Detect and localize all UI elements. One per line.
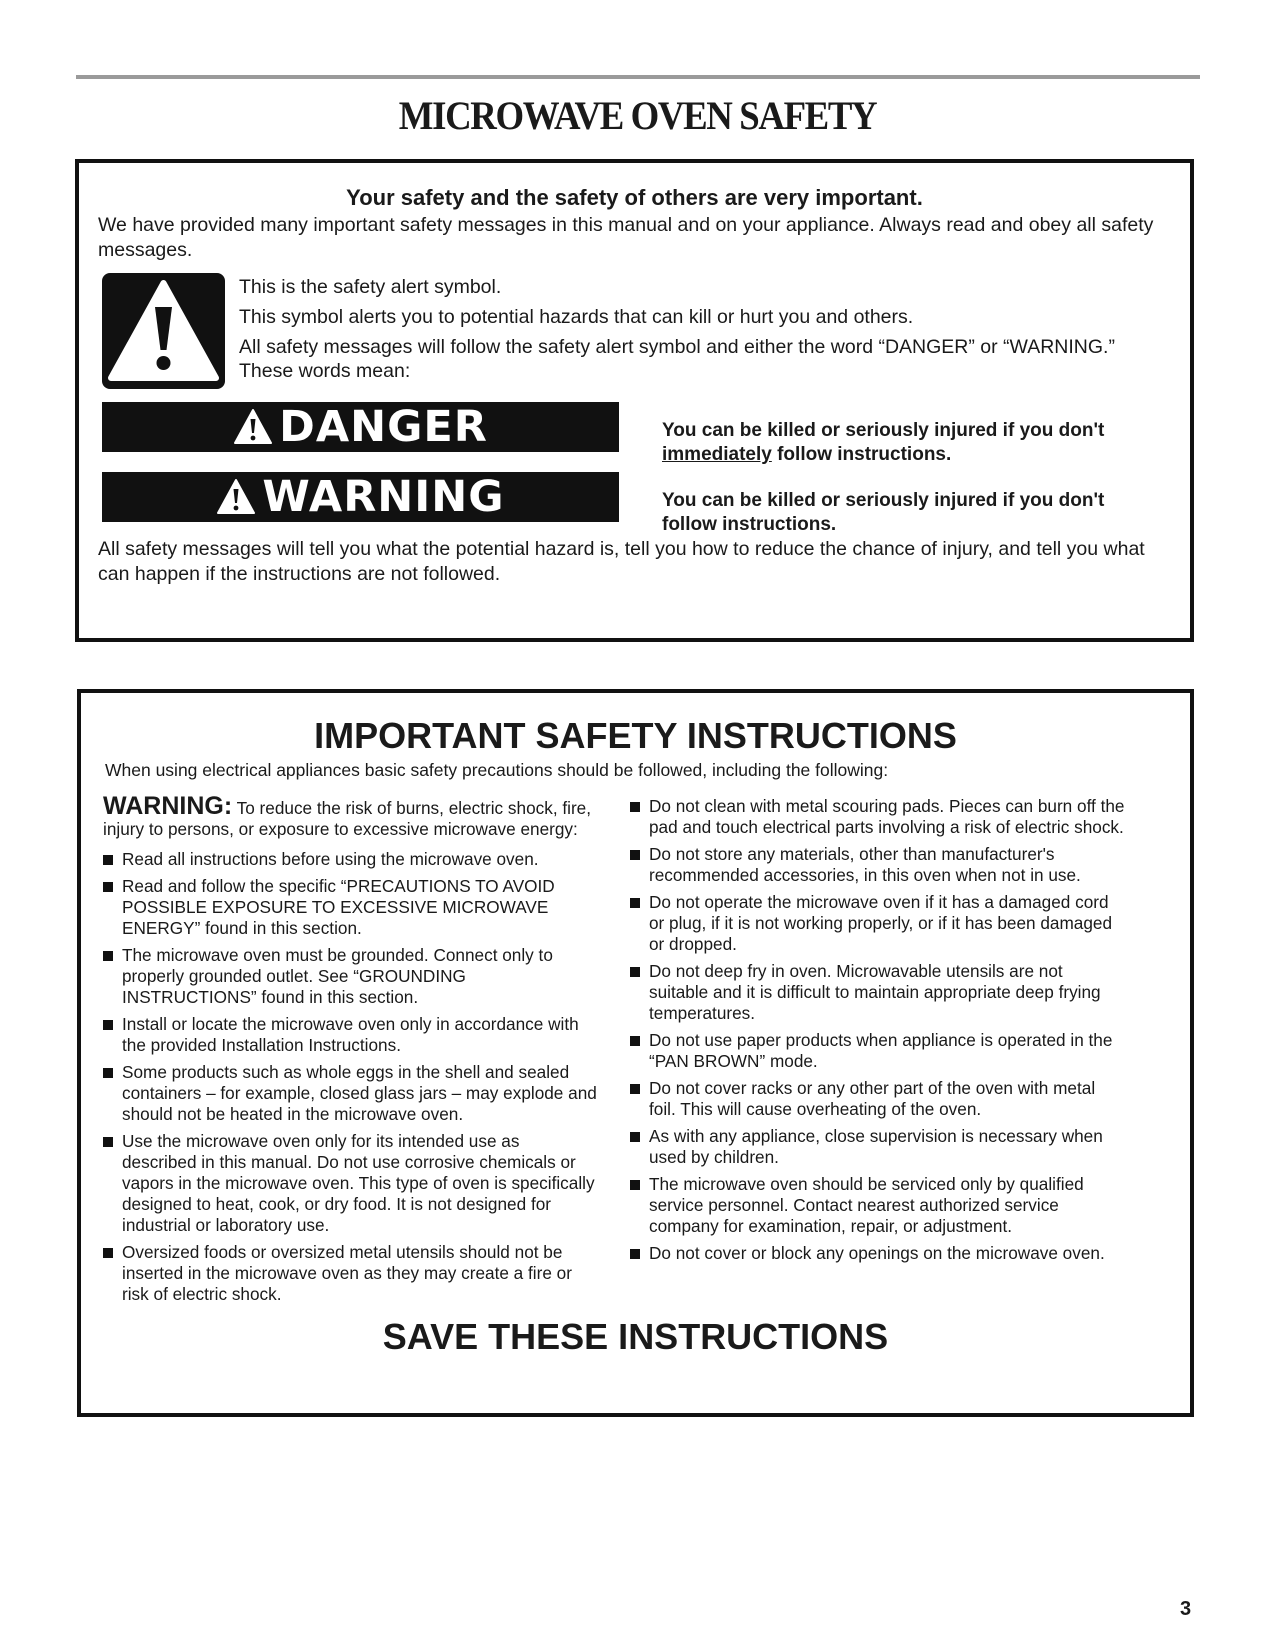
list-item: Do not cover or block any openings on the microwave oven.: [630, 1243, 1125, 1264]
list-item: Use the microwave oven only for its intended use as described in this manual. Do not use corrosive chemicals or vapors in the microwave oven. This type of oven is specifically designed to heat, cook, or dry food. It is not designed for industrial or laboratory use.: [103, 1131, 598, 1236]
page-number: 3: [1180, 1598, 1192, 1620]
list-item: Do not cover racks or any other part of the oven with metal foil. This will cause overheating of the oven.: [630, 1078, 1125, 1120]
alert-explanation: [239, 275, 1139, 389]
left-instruction-list: [103, 849, 598, 1305]
right-instruction-list: [630, 796, 1125, 1264]
list-item: Do not use paper products when appliance is operated in the “PAN BROWN” mode.: [630, 1030, 1125, 1072]
list-item: Some products such as whole eggs in the shell and sealed containers – for example, closed glass jars – may explode and should not be heated in the microwave oven.: [103, 1062, 598, 1125]
warning-word: WARNING:: [103, 792, 233, 820]
alert-line: This is the safety alert symbol.: [239, 276, 502, 298]
top-rule: [76, 75, 1200, 79]
warning-description: You can be killed or seriously injured if you don't follow instructions.: [662, 490, 1105, 535]
warning-alert-icon: [216, 478, 256, 516]
safety-intro-box: [75, 159, 1194, 642]
important-title: IMPORTANT SAFETY INSTRUCTIONS: [314, 715, 957, 756]
danger-alert-icon: [233, 408, 273, 446]
intro-paragraph: We have provided many important safety messages in this manual and on your appliance. Always read and obey all safety messages.: [98, 214, 1154, 261]
save-instructions-title: SAVE THESE INSTRUCTIONS: [382, 1316, 889, 1357]
list-item: Read all instructions before using the microwave oven.: [103, 849, 598, 870]
list-item: Install or locate the microwave oven only in accordance with the provided Installation Instructions.: [103, 1014, 598, 1056]
list-item: The microwave oven must be grounded. Connect only to properly grounded outlet. See “GROUNDING INSTRUCTIONS” found in this section.: [103, 945, 598, 1008]
alert-line: All safety messages will follow the safety alert symbol and either the word “DANGER” or “WARNING.” These words mean:: [239, 336, 1115, 382]
list-item: Oversized foods or oversized metal utensils should not be inserted in the microwave oven as they may create a fire or risk of electric shock.: [103, 1242, 598, 1305]
danger-description: You can be killed or seriously injured if you don't immediately follow instructions.: [662, 420, 1105, 465]
warning-banner: [102, 472, 619, 522]
list-item: Read and follow the specific “PRECAUTIONS TO AVOID POSSIBLE EXPOSURE TO EXCESSIVE MICROWAVE ENERGY” found in this section.: [103, 876, 598, 939]
safety-alert-icon: [102, 273, 225, 389]
instructions-left-column: [103, 792, 598, 1311]
list-item: Do not operate the microwave oven if it has a damaged cord or plug, if it is not working properly, or if it has been damaged or dropped.: [630, 892, 1125, 955]
list-item: Do not store any materials, other than manufacturer's recommended accessories, in this oven when not in use.: [630, 844, 1125, 886]
list-item: The microwave oven should be serviced only by qualified service personnel. Contact nearest authorized service company for examination, repair, or adjustment.: [630, 1174, 1125, 1237]
list-item: Do not deep fry in oven. Microwavable utensils are not suitable and it is difficult to maintain appropriate deep frying temperatures.: [630, 961, 1125, 1024]
important-subtitle: When using electrical appliances basic safety precautions should be followed, including the following:: [105, 760, 889, 780]
instructions-right-column: [630, 796, 1125, 1270]
list-item: Do not clean with metal scouring pads. Pieces can burn off the pad and touch electrical parts involving a risk of electric shock.: [630, 796, 1125, 838]
page-title: MICROWAVE OVEN SAFETY: [398, 93, 877, 138]
warning-label: WARNING: [262, 472, 505, 522]
emphasis-immediately: immediately: [662, 444, 772, 465]
danger-banner: [102, 402, 619, 452]
alert-line: This symbol alerts you to potential hazards that can kill or hurt you and others.: [239, 306, 914, 328]
list-item: As with any appliance, close supervision is necessary when used by children.: [630, 1126, 1125, 1168]
important-safety-box: [77, 689, 1194, 1417]
danger-label: DANGER: [279, 402, 488, 452]
intro-heading: Your safety and the safety of others are very important.: [346, 185, 923, 210]
warning-lead: WARNING: To reduce the risk of burns, electric shock, fire, injury to persons, or exposure to excessive microwave energy:: [103, 792, 592, 839]
intro-closing: All safety messages will tell you what the potential hazard is, tell you how to reduce the chance of injury, and tell you what can happen if the instructions are not followed.: [98, 538, 1145, 585]
